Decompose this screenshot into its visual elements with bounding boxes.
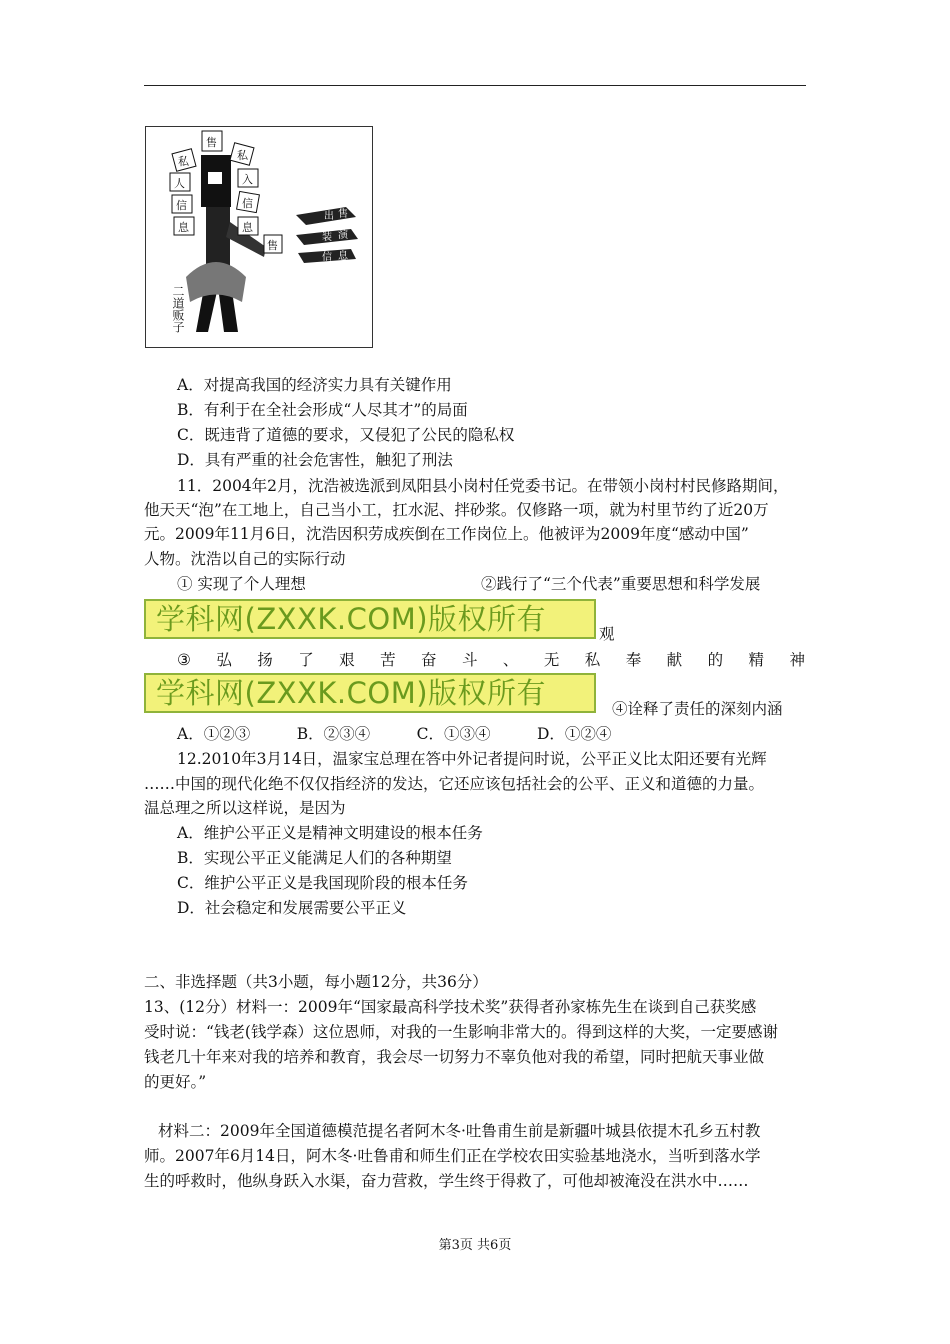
cartoon-hand-sign-4: 演 [338,230,348,241]
watermark-banner-2: 学科网(ZXXK.COM)版权所有 [144,673,596,713]
q11-item-3-char: 献 [666,651,683,669]
cartoon-sign-8: 息 [242,221,253,234]
q12-stem-line-1: 12.2010年3月14日，温家宝总理在答中外记者提问时说，公平正义比太阳还要有光辉 [177,750,767,768]
q11-item-3-char: 斗 [461,651,478,669]
q11-item-3-char: 艰 [339,651,355,669]
q11-stem-line-2: 他天天“泡”在工地上，自己当小工，扛水泥、拌砂浆。仅修路一项，就为村里节约了近20万 [144,501,769,519]
q12-option-c: C．维护公平正义是我国现阶段的根本任务 [177,874,468,892]
q12-stem-line-2: ……中国的现代化绝不仅仅指经济的发达，它还应该包括社会的公平、正义和道德的力量。 [144,775,765,793]
q11-item-3-char: 了 [298,651,314,669]
q12-stem-line-3: 温总理之所以这样说，是因为 [144,799,346,817]
cartoon-held-sign: 售 [267,239,278,252]
q10-option-c: C．既违背了道德的要求，又侵犯了公民的隐私权 [177,426,515,444]
q11-stem-line-3: 元。2009年11月6日，沈浩因积劳成疾倒在工作岗位上。他被评为2009年度“感动中国” [144,525,749,543]
q11-item-4: ④诠释了责任的深刻内涵 [612,700,783,718]
q11-item-3-char: ③ [177,651,191,669]
section-2-title: 二、非选择题（共3小题，每小题12分，共36分） [144,973,488,991]
cartoon-hand-sign-2: 售 [338,209,348,220]
cartoon-hand-sign-3: 装 [322,232,332,243]
q11-item-3-char: 扬 [257,651,273,669]
cartoon-drawing [146,127,372,347]
q11-item-2: ②践行了“三个代表”重要思想和科学发展 [481,575,761,593]
q13-material2-line-3: 生的呼救时，他纵身跃入水渠，奋力营救，学生终于得救了，可他却被淹没在洪水中…… [144,1172,749,1190]
q11-item-3-char: 奉 [625,651,642,669]
q11-item-3-char: 奋 [421,651,437,669]
q12-option-a: A．维护公平正义是精神文明建设的根本任务 [177,824,483,842]
cartoon-sign-5: 人 [174,177,185,190]
q10-option-d: D．具有严重的社会危害性，触犯了刑法 [177,451,453,469]
q11-item-3-char: 无 [543,651,560,669]
q10-option-a: A．对提高我国的经济实力具有关键作用 [177,376,452,394]
header-rule [144,85,806,86]
cartoon-hand-sign-5: 信 [322,252,332,263]
q10-option-b: B．有利于在全社会形成“人尽其才”的局面 [177,401,468,419]
cartoon-illustration [145,126,373,348]
cartoon-hand-sign-1: 出 [324,211,334,222]
cartoon-hand-sign-6: 息 [338,251,348,262]
q11-stem-line-1: 11．2004年2月，沈浩被选派到凤阳县小岗村任党委书记。在带领小岗村村民修路期间， [177,477,789,495]
watermark-banner-1: 学科网(ZXXK.COM)版权所有 [144,599,596,639]
q11-answer-choices: A．①②③ B．②③④ C．①③④ D．①②④ [177,725,612,743]
q11-item-3-char: 的 [707,651,724,669]
q13-material2-line-2: 师。2007年6月14日，阿木冬·吐鲁甫和师生们正在学校农田实验基地浇水，当听到落水学 [144,1147,761,1165]
cartoon-sign-6: 信 [242,197,253,210]
q12-option-b: B．实现公平正义能满足人们的各种期望 [177,849,452,867]
q12-option-d: D．社会稳定和发展需要公平正义 [177,899,407,917]
cartoon-sign-7: 信 [176,199,187,212]
cartoon-sign-3: 私 [178,155,189,168]
q11-item-3-char: 私 [584,651,601,669]
q13-material1-line-3: 钱老几十年来对我的培养和教育，我会尽一切努力不辜负他对我的希望，同时把航天事业做 [144,1048,765,1066]
q13-material1-line-4: 的更好。” [144,1073,207,1091]
q11-item-3-char: 神 [789,651,805,669]
page-footer: 第3页 共6页 [438,1238,512,1253]
cartoon-sign-1: 售 [206,136,217,149]
q11-item-3-char: 精 [748,651,765,669]
q11-item-3 [177,650,805,670]
q13-material1-line-1: 13、(12分）材料一：2009年“国家最高科学技术奖”获得者孙家栋先生在谈到自己获奖感 [144,998,757,1016]
q11-item-3-char: 弘 [216,651,232,669]
q11-item-1: ① 实现了个人理想 [177,575,306,593]
q13-material1-line-2: 受时说：“钱老(钱学森）这位恩师，对我的一生影响非常大的。得到这样的大奖，一定要感谢 [144,1023,778,1041]
cartoon-caption: 二道贩子 [171,285,185,333]
q11-item-3-char: 、 [502,651,519,669]
cartoon-sign-4: 入 [242,173,253,186]
q13-material2-line-1: 材料二：2009年全国道德模范提名者阿木冬·吐鲁甫生前是新疆叶城县依提木孔乡五村教 [158,1122,761,1140]
q11-stem-line-4: 人物。沈浩以自己的实际行动 [144,550,346,568]
cartoon-sign-9: 息 [178,221,189,234]
cartoon-sign-2: 私 [237,149,248,162]
q11-item-3-char: 苦 [380,651,396,669]
q11-item-2-tail: 观 [599,625,615,643]
